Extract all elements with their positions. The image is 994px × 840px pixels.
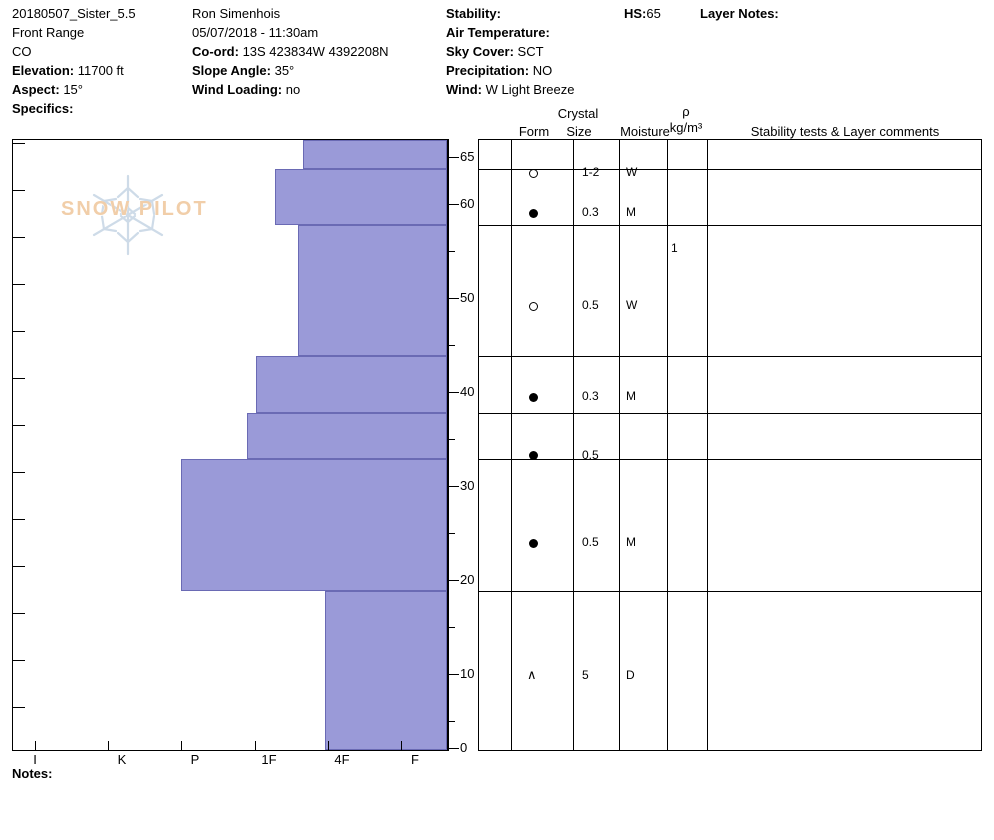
header-column-observer — [192, 4, 442, 99]
sky-cover-label: Sky Cover: — [446, 44, 514, 59]
layer-bar-5 — [181, 459, 447, 591]
grain-size-2: 0.5 — [582, 298, 599, 312]
precipitation-label: Precipitation: — [446, 63, 530, 78]
moisture-1: M — [626, 205, 636, 219]
column-divider-form — [573, 140, 574, 750]
slope-angle-label: Slope Angle: — [192, 63, 271, 78]
filled-circle-icon — [529, 393, 538, 402]
density-symbol-label: ρ — [682, 104, 690, 119]
layer-bar-1 — [275, 169, 447, 225]
filled-circle-icon — [529, 539, 538, 548]
hardness-label-p: P — [190, 752, 200, 767]
header-column-layer-notes — [700, 4, 990, 23]
density-units-label: kg/m³ — [669, 120, 703, 135]
header-column-location — [12, 4, 187, 118]
layer-divider-31 — [479, 459, 981, 460]
wind-value: W Light Breeze — [485, 82, 575, 97]
depth-label-65: 65 — [460, 149, 475, 164]
moisture-0: W — [626, 165, 638, 179]
open-circle-icon — [529, 302, 538, 311]
crystal-header-label: Crystal — [557, 106, 599, 121]
filled-circle-icon — [529, 209, 538, 218]
depth-label-20: 20 — [460, 572, 475, 587]
hardness-label-1f: 1F — [261, 752, 277, 767]
header-row-wind-loading — [192, 80, 442, 99]
layer-divider-56 — [479, 225, 981, 226]
layer-divider-36 — [479, 413, 981, 414]
form-header-label: Form — [518, 124, 550, 139]
header-row-slope-angle — [192, 61, 442, 80]
coord-value: 13S 423834W 4392208N — [242, 44, 389, 59]
aspect-label: Aspect: — [12, 82, 60, 97]
range-value: Front Range — [12, 25, 85, 40]
column-divider-size — [619, 140, 620, 750]
grain-form-icon-3 — [529, 390, 538, 405]
grain-size-1: 0.3 — [582, 205, 599, 219]
wind-label: Wind: — [446, 82, 482, 97]
grain-form-icon-4 — [529, 448, 538, 463]
grain-size-6: 5 — [582, 668, 589, 682]
grain-size-5: 0.5 — [582, 535, 599, 549]
hs-value: 65 — [646, 6, 661, 21]
observer-value: Ron Simenhois — [192, 6, 281, 21]
layer-divider-62 — [479, 169, 981, 170]
snowflake-icon — [41, 172, 216, 258]
layer-data-table — [478, 139, 982, 751]
header-row-datetime — [192, 23, 442, 42]
air-temperature-label: Air Temperature: — [446, 25, 550, 40]
layer-bar-0 — [303, 140, 447, 169]
grain-form-icon-0 — [529, 166, 538, 181]
header-row-aspect — [12, 80, 187, 99]
snowpilot-wordmark: SNOW PILOT — [61, 198, 208, 220]
hardness-profile-plot — [12, 139, 448, 751]
header-row-hs — [624, 4, 704, 23]
layer-bar-3 — [256, 356, 447, 413]
hardness-label-i: I — [33, 752, 37, 767]
moisture-header-label: Moisture — [620, 124, 670, 139]
comments-header-label: Stability tests & Layer comments — [750, 124, 940, 139]
depth-label-40: 40 — [460, 384, 475, 399]
header-row-elevation — [12, 61, 187, 80]
sky-cover-value: SCT — [517, 44, 544, 59]
hardness-label-f: F — [411, 752, 419, 767]
layer-divider-17 — [479, 591, 981, 592]
header-row-range — [12, 23, 187, 42]
size-header-label: Size — [566, 124, 592, 139]
depth-label-50: 50 — [460, 290, 475, 305]
header-row-precipitation — [446, 61, 696, 80]
profile-left-ticks — [12, 139, 26, 751]
wind-loading-value: no — [285, 82, 301, 97]
depth-label-30: 30 — [460, 478, 475, 493]
grain-form-icon-2 — [529, 299, 538, 314]
grain-size-4: 0.5 — [582, 448, 599, 462]
depth-label-0: 0 — [460, 740, 468, 755]
layer-notes-label: Layer Notes: — [700, 6, 779, 21]
column-divider-left — [511, 140, 512, 750]
depth-axis — [448, 139, 478, 755]
moisture-5: M — [626, 535, 636, 549]
header-row-observer — [192, 4, 442, 23]
stability-label: Stability: — [446, 6, 501, 21]
datetime-value: 05/07/2018 - 11:30am — [192, 25, 319, 40]
grain-size-3: 0.3 — [582, 389, 599, 403]
wind-loading-label: Wind Loading: — [192, 82, 283, 97]
slope-angle-value: 35° — [274, 63, 295, 78]
grain-form-icon-5 — [529, 536, 538, 551]
notes-label: Notes: — [12, 766, 53, 781]
depth-label-60: 60 — [460, 196, 475, 211]
grain-form-icon-6 — [527, 667, 537, 682]
pit-name-value: 20180507_Sister_5.5 — [12, 6, 136, 21]
column-divider-density — [707, 140, 708, 750]
header-row-layer-notes — [700, 4, 990, 23]
header-row-sky-cover — [446, 42, 696, 61]
header-column-hs — [624, 4, 704, 23]
moisture-6: D — [626, 668, 635, 682]
elevation-label: Elevation: — [12, 63, 75, 78]
column-divider-moisture — [667, 140, 668, 750]
hardness-label-4f: 4F — [334, 752, 350, 767]
elevation-value: 11700 ft — [77, 63, 124, 78]
depth-label-10: 10 — [460, 666, 475, 681]
open-circle-icon — [529, 169, 538, 178]
grain-size-0: 1-2 — [582, 165, 600, 179]
header-row-pit-name — [12, 4, 187, 23]
moisture-3: M — [626, 389, 636, 403]
depth-axis-line — [448, 139, 449, 751]
specifics-label: Specifics: — [12, 101, 74, 116]
aspect-value: 15° — [63, 82, 83, 97]
coord-label: Co-ord: — [192, 44, 239, 59]
layer-bar-6 — [325, 591, 447, 750]
hardness-label-k: K — [117, 752, 127, 767]
filled-circle-icon — [529, 451, 538, 460]
hardness-axis — [12, 752, 462, 772]
layer-bar-4 — [247, 413, 447, 459]
density-2: 1 — [671, 241, 678, 255]
snowpilot-watermark — [41, 172, 216, 252]
header-row-air-temperature — [446, 23, 696, 42]
header-row-state — [12, 42, 187, 61]
header-row-specifics — [12, 99, 187, 118]
header-row-coord — [192, 42, 442, 61]
header-row-wind — [446, 80, 696, 99]
layer-bar-2 — [298, 225, 447, 356]
caret-icon: ∧ — [527, 667, 537, 682]
grain-form-icon-1 — [529, 206, 538, 221]
layer-divider-42 — [479, 356, 981, 357]
precipitation-value: NO — [532, 63, 553, 78]
hs-label: HS: — [624, 6, 647, 21]
moisture-2: W — [626, 298, 638, 312]
state-value: CO — [12, 44, 32, 59]
